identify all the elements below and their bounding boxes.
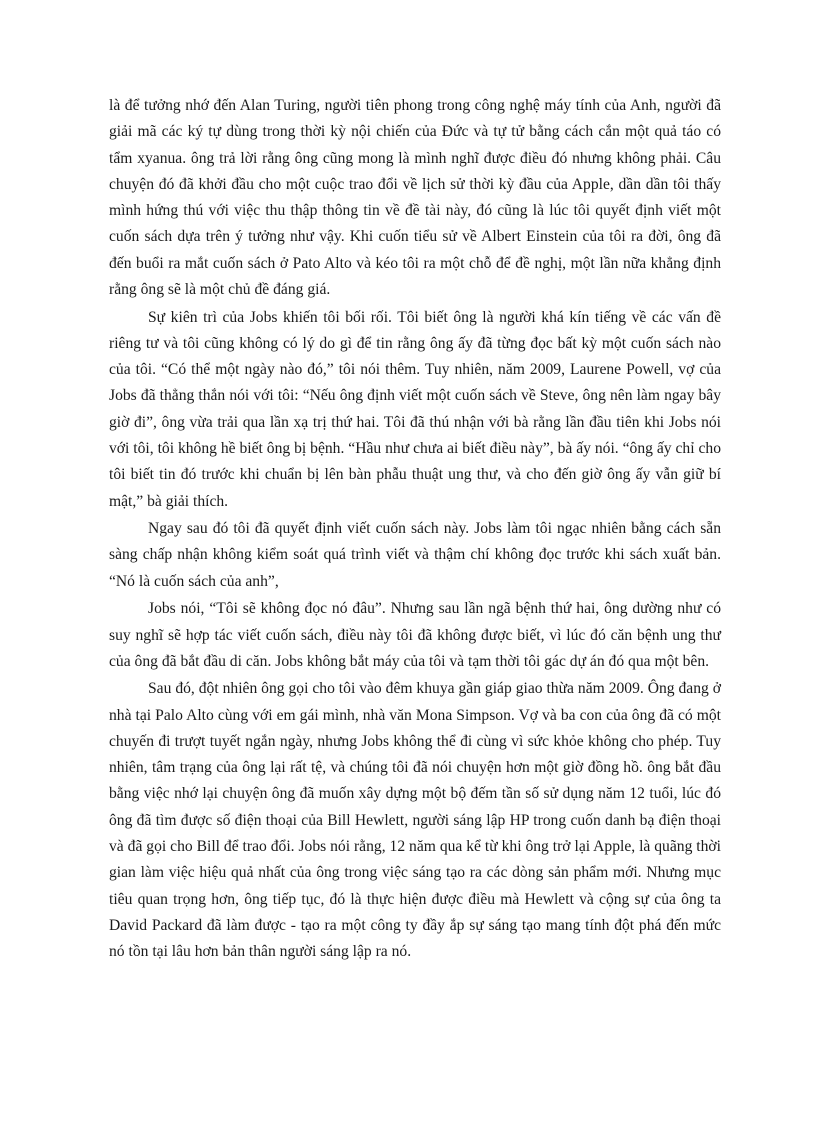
paragraph-2: Sự kiên trì của Jobs khiến tôi bối rối. Tôi biết ông là người khá kín tiếng về các vấn đề riêng tư và tôi cũng không có lý do gì để tin rằng ông ấy đã từng đọc bất kỳ một cuốn sách nào của tôi. “Có thể một ngày nào đó,” tôi nói thêm. Tuy nhiên, năm 2009, Laurene Powell, vợ của Jobs đã thẳng thắn nói với tôi: “Nếu ông định viết một cuốn sách về Steve, ông nên làm ngay bây giờ đi”, ông vừa trải qua lần xạ trị thứ hai. Tôi đã thú nhận với bà rằng lần đầu tiên khi Jobs nói với tôi, tôi không hề biết ông bị bệnh. “Hầu như chưa ai biết điều này”, bà ấy nói. “ông ấy chỉ cho tôi biết tin đó trước khi chuẩn bị lên bàn phẫu thuật ung thư, và cho đến giờ ông ấy vẫn giữ bí mật,” bà giải thích. <box>109 308 721 510</box>
paragraph-5: Sau đó, đột nhiên ông gọi cho tôi vào đêm khuya gần giáp giao thừa năm 2009. Ông đang ở nhà tại Palo Alto cùng với em gái mình, nhà văn Mona Simpson. Vợ và ba con của ông đã có một chuyến đi trượt tuyết ngắn ngày, nhưng Jobs không thể đi cùng vì sức khỏe không cho phép. Tuy nhiên, tâm trạng của ông lại rất tệ, và chúng tôi đã nói chuyện hơn một giờ đồng hồ. ông bắt đầu bằng việc nhớ lại chuyện ông đã muốn xây dựng một bộ đếm tần số sử dụng năm 12 tuổi, lúc đó ông đã tìm được số điện thoại của Bill Hewlett, người sáng lập HP trong cuốn danh bạ điện thoại và đã gọi cho Bill để trao đổi. Jobs nói rằng, 12 năm qua kể từ khi ông trở lại Apple, là quãng thời gian làm việc hiệu quả nhất của ông trong việc sáng tạo ra các dòng sản phẩm mới. Nhưng mục tiêu quan trọng hơn, ông tiếp tục, đó là thực hiện được điều mà Hewlett và cộng sự của ông ta David Packard đã làm được - tạo ra một công ty đầy ắp sự sáng tạo mang tính đột phá đến mức nó tồn tại lâu hơn bản thân người sáng lập ra nó. <box>109 680 721 961</box>
paragraph-3: Ngay sau đó tôi đã quyết định viết cuốn sách này. Jobs làm tôi ngạc nhiên bằng cách sẵn sàng chấp nhận không kiểm soát quá trình viết và thậm chí không đọc trước khi sách xuất bản. “Nó là cuốn sách của anh”, <box>109 520 721 590</box>
body-text <box>109 93 721 967</box>
paragraph-1: là để tưởng nhớ đến Alan Turing, người tiên phong trong công nghệ máy tính của Anh, người đã giải mã các ký tự dùng trong thời kỳ nội chiến của Đức và tự tử bằng cách cắn một quả táo có tẩm xyanua. ông trả lời rằng ông cũng mong là mình nghĩ được điều đó nhưng không phải. Câu chuyện đó đã khởi đầu cho một cuộc trao đổi về lịch sử thời kỳ đầu của Apple, dần dần tôi thấy mình hứng thú với việc thu thập thông tin về đề tài này, đó cũng là lúc tôi quyết định viết một cuốn sách dựa trên ý tưởng như vậy. Khi cuốn tiểu sử về Albert Einstein của tôi ra đời, ông đã đến buổi ra mắt cuốn sách ở Pato Alto và kéo tôi ra một chỗ để đề nghị, một lần nữa khẳng định rằng ông sẽ là một chủ đề đáng giá. <box>109 97 721 299</box>
paragraph-4: Jobs nói, “Tôi sẽ không đọc nó đâu”. Nhưng sau lần ngã bệnh thứ hai, ông dường như có suy nghĩ sẽ hợp tác viết cuốn sách, điều này tôi đã không được biết, vì lúc đó căn bệnh ung thư của ông đã bắt đầu di căn. Jobs không bắt máy của tôi và tạm thời tôi gác dự án đó qua một bên. <box>109 600 721 670</box>
